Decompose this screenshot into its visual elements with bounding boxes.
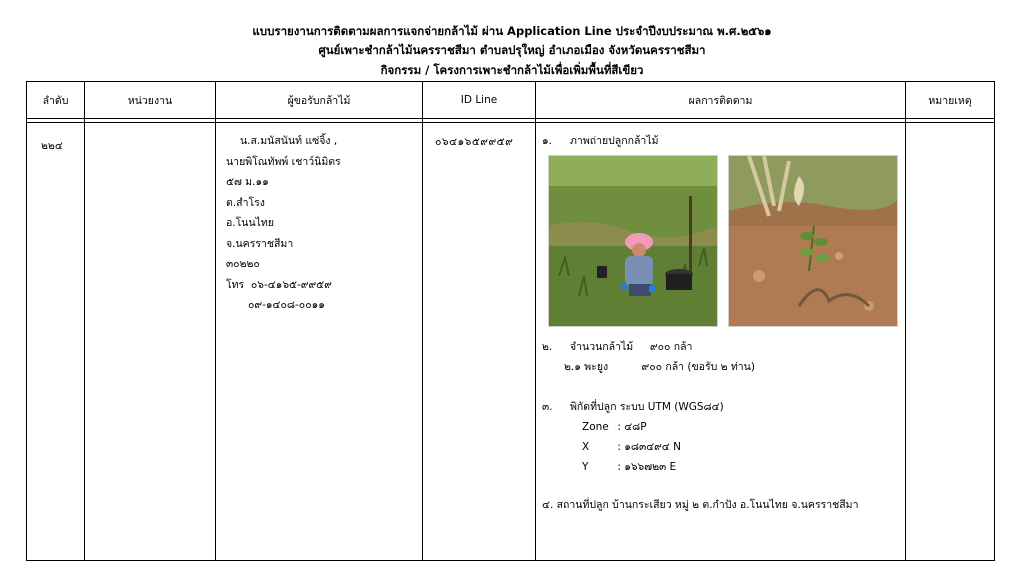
phone-label: โทร [226, 278, 245, 291]
item1-number: ๑. [542, 135, 553, 147]
photo-group [548, 155, 905, 327]
recipient-address-1: ๕๗ ม.๑๑ [226, 176, 269, 188]
planting-photo-1 [548, 155, 718, 327]
item2-value: ๙๐๐ กล้า [649, 341, 693, 353]
recipient-postcode: ๓๐๒๒๐ [226, 258, 260, 270]
col-header-agency: หน่วยงาน [85, 82, 216, 119]
report-title: แบบรายงานการติดตามผลการแจกจ่ายกล้าไม้ ผ่าน Application Line ประจำปีงบประมาณ พ.ศ.๒๕๖๑ [252, 24, 772, 38]
zone-label: Zone [582, 421, 609, 433]
report-subtitle-activity: กิจกรรม / โครงการเพาะชำกล้าไม้เพื่อเพิ่มพื้นที่สีเขียว [380, 63, 644, 77]
phone-1: ๐๖-๔๑๖๕-๙๙๕๙ [250, 278, 332, 291]
item2-sub-label: ๒.๑ พะยูง [564, 361, 609, 373]
cell-remark [906, 123, 995, 561]
x-label: X [582, 441, 590, 453]
planting-photo-2 [728, 155, 898, 327]
cell-seq [27, 123, 85, 561]
item2-number: ๒. [542, 341, 553, 353]
col-header-seq: ลำดับ [27, 82, 85, 119]
cell-recipient [216, 123, 423, 561]
recipient-address-3: อ.โนนไทย [226, 217, 274, 229]
item2-label: จำนวนกล้าไม้ [570, 341, 634, 353]
cell-agency [85, 123, 216, 561]
col-header-remark: หมายเหตุ [906, 82, 995, 119]
col-header-recipient: ผู้ขอรับกล้าไม้ [216, 82, 423, 119]
col-header-id-line: ID Line [423, 82, 536, 119]
cell-id-line [423, 123, 536, 561]
col-header-result: ผลการติดตาม [536, 82, 906, 119]
report-subtitle-center: ศูนย์เพาะชำกล้าไม้นครราชสีมา ตำบลปรุใหญ่ อำเภอเมือง จังหวัดนครราชสีมา [318, 43, 706, 57]
item3-label: พิกัดที่ปลูก ระบบ UTM (WGS๘๔) [570, 401, 724, 413]
recipient-name-1: น.ส.มนัสนันท์ แซ่จิ้ง , [240, 135, 338, 147]
header-row [27, 82, 995, 119]
report-table [26, 81, 995, 561]
recipient-address-2: ต.สำโรง [226, 196, 265, 209]
y-value: : ๑๖๖๗๒๓ E [617, 461, 677, 473]
zone-value: : ๔๘P [617, 421, 647, 433]
id-line-value: ๐๖๔๑๖๕๙๙๕๙ [435, 136, 514, 148]
item3-number: ๓. [542, 401, 553, 413]
phone-2: ๐๙-๑๔๐๘-๐๐๑๑ [248, 299, 325, 311]
seq-value: ๒๒๔ [41, 140, 63, 152]
item1-label: ภาพถ่ายปลูกกล้าไม้ [570, 135, 659, 147]
x-value: : ๑๘๓๔๙๔ N [617, 441, 681, 453]
item2-sub-value: ๙๐๐ กล้า (ขอรับ ๒ ท่าน) [641, 361, 755, 373]
recipient-address-4: จ.นครราชสีมา [226, 237, 294, 250]
recipient-name-2: นายพิโณทัพพ์ เชาว์นิมิตร [226, 155, 341, 168]
item4-location: ๔. สถานที่ปลูก บ้านกระเสียว หมู่ ๒ ต.กำปัง อ.โนนไทย จ.นครราชสีมา [542, 499, 859, 511]
y-label: Y [582, 461, 589, 473]
cell-result [536, 123, 906, 561]
table-row [27, 123, 995, 561]
